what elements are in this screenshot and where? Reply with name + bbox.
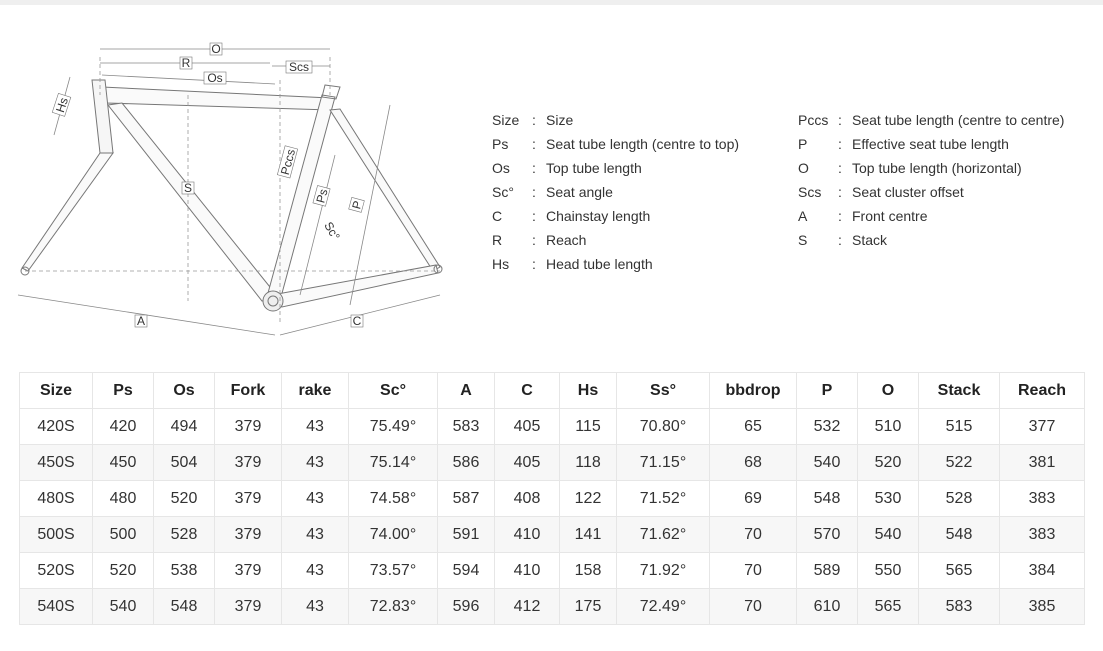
table-header-row xyxy=(20,373,1085,409)
legend-description: Seat angle xyxy=(546,184,613,200)
table-cell: 565 xyxy=(919,553,1000,589)
table-cell: 548 xyxy=(797,481,858,517)
table-cell: 43 xyxy=(282,409,349,445)
legend-code: S xyxy=(798,232,808,248)
legend-right xyxy=(798,108,1064,252)
legend-description: Chainstay length xyxy=(546,208,651,224)
legend-description: Top tube length xyxy=(546,160,642,176)
legend-description: Seat cluster offset xyxy=(852,184,964,200)
table-cell: 70 xyxy=(710,517,797,553)
label-C: C xyxy=(352,314,362,328)
legend-colon: : xyxy=(532,112,536,128)
table-cell: 610 xyxy=(797,589,858,625)
table-cell: 377 xyxy=(1000,409,1085,445)
table-cell: 530 xyxy=(858,481,919,517)
legend-code: A xyxy=(798,208,808,224)
table-row xyxy=(20,553,1085,589)
legend-item xyxy=(798,132,1064,156)
legend-colon: : xyxy=(532,208,536,224)
legend-description: Effective seat tube length xyxy=(852,136,1009,152)
label-R: R xyxy=(181,56,191,70)
legend-item xyxy=(798,228,1064,252)
table-cell: 528 xyxy=(154,517,215,553)
legend-code: Pccs xyxy=(798,112,829,128)
table-cell: 72.83° xyxy=(349,589,438,625)
table-cell: 548 xyxy=(919,517,1000,553)
table-cell: 71.62° xyxy=(617,517,710,553)
table-cell: 500S xyxy=(20,517,93,553)
table-cell: 122 xyxy=(560,481,617,517)
table-cell: 43 xyxy=(282,517,349,553)
label-Sc: Sc° xyxy=(321,219,343,243)
legend-description: Head tube length xyxy=(546,256,653,272)
label-Ps: Ps xyxy=(313,187,331,205)
table-cell: 379 xyxy=(215,445,282,481)
label-Hs: Hs xyxy=(53,95,71,115)
table-cell: 410 xyxy=(495,517,560,553)
table-cell: 74.58° xyxy=(349,481,438,517)
table-cell: 594 xyxy=(438,553,495,589)
legend-code: Os xyxy=(492,160,510,176)
table-cell: 420 xyxy=(93,409,154,445)
table-cell: 450 xyxy=(93,445,154,481)
table-cell: 75.49° xyxy=(349,409,438,445)
table-cell: 520 xyxy=(858,445,919,481)
legend-colon: : xyxy=(532,184,536,200)
legend-item xyxy=(492,204,739,228)
table-cell: 583 xyxy=(438,409,495,445)
table-cell: 379 xyxy=(215,409,282,445)
column-header: rake xyxy=(282,373,349,409)
table-cell: 43 xyxy=(282,553,349,589)
table-cell: 379 xyxy=(215,553,282,589)
legend-code: Sc° xyxy=(492,184,514,200)
table-cell: 379 xyxy=(215,589,282,625)
legend-item xyxy=(492,252,739,276)
legend-item xyxy=(798,180,1064,204)
table-cell: 510 xyxy=(858,409,919,445)
table-cell: 412 xyxy=(495,589,560,625)
table-cell: 69 xyxy=(710,481,797,517)
table-cell: 141 xyxy=(560,517,617,553)
legend-item xyxy=(798,204,1064,228)
column-header: Reach xyxy=(1000,373,1085,409)
legend-colon: : xyxy=(532,232,536,248)
legend-code: P xyxy=(798,136,808,152)
table-cell: 589 xyxy=(797,553,858,589)
table-row xyxy=(20,589,1085,625)
label-Scs: Scs xyxy=(288,60,310,74)
top-bar xyxy=(0,0,1103,5)
table-cell: 528 xyxy=(919,481,1000,517)
table-cell: 71.15° xyxy=(617,445,710,481)
table-cell: 381 xyxy=(1000,445,1085,481)
column-header: Ss° xyxy=(617,373,710,409)
table-cell: 538 xyxy=(154,553,215,589)
table-cell: 548 xyxy=(154,589,215,625)
legend-item xyxy=(492,132,739,156)
table-cell: 384 xyxy=(1000,553,1085,589)
table-cell: 405 xyxy=(495,445,560,481)
table-cell: 71.92° xyxy=(617,553,710,589)
legend-colon: : xyxy=(838,112,842,128)
table-cell: 520 xyxy=(93,553,154,589)
table-cell: 586 xyxy=(438,445,495,481)
legend-item xyxy=(798,108,1064,132)
table-row xyxy=(20,481,1085,517)
table-cell: 570 xyxy=(797,517,858,553)
table-cell: 405 xyxy=(495,409,560,445)
table-cell: 587 xyxy=(438,481,495,517)
legend-colon: : xyxy=(838,232,842,248)
table-cell: 596 xyxy=(438,589,495,625)
legend-code: Scs xyxy=(798,184,822,200)
label-A: A xyxy=(136,314,146,328)
table-cell: 379 xyxy=(215,481,282,517)
table-cell: 158 xyxy=(560,553,617,589)
table-cell: 408 xyxy=(495,481,560,517)
legend-left xyxy=(492,108,739,276)
table-cell: 75.14° xyxy=(349,445,438,481)
legend-item xyxy=(492,108,739,132)
table-cell: 522 xyxy=(919,445,1000,481)
table-cell: 450S xyxy=(20,445,93,481)
column-header: Size xyxy=(20,373,93,409)
column-header: Hs xyxy=(560,373,617,409)
legend-item xyxy=(798,156,1064,180)
legend-colon: : xyxy=(838,160,842,176)
label-Pccs: Pccs xyxy=(277,147,299,177)
table-cell: 43 xyxy=(282,481,349,517)
legend-colon: : xyxy=(532,136,536,152)
table-cell: 504 xyxy=(154,445,215,481)
column-header: Sc° xyxy=(349,373,438,409)
column-header: P xyxy=(797,373,858,409)
table-cell: 43 xyxy=(282,589,349,625)
label-S: S xyxy=(183,181,193,195)
table-cell: 383 xyxy=(1000,481,1085,517)
legend-code: O xyxy=(798,160,809,176)
table-cell: 65 xyxy=(710,409,797,445)
table-cell: 520 xyxy=(154,481,215,517)
label-Os: Os xyxy=(207,71,223,85)
legend-item xyxy=(492,156,739,180)
frame-geometry-diagram xyxy=(10,35,450,340)
column-header: C xyxy=(495,373,560,409)
table-cell: 583 xyxy=(919,589,1000,625)
table-row xyxy=(20,409,1085,445)
legend-colon: : xyxy=(838,136,842,152)
column-header: Fork xyxy=(215,373,282,409)
table-row xyxy=(20,445,1085,481)
table-body xyxy=(20,409,1085,625)
table-cell: 565 xyxy=(858,589,919,625)
table-cell: 68 xyxy=(710,445,797,481)
table-cell: 385 xyxy=(1000,589,1085,625)
table-cell: 115 xyxy=(560,409,617,445)
table-cell: 540 xyxy=(858,517,919,553)
legend-code: C xyxy=(492,208,503,224)
column-header: Stack xyxy=(919,373,1000,409)
column-header: A xyxy=(438,373,495,409)
legend-code: Ps xyxy=(492,136,509,152)
table-cell: 540S xyxy=(20,589,93,625)
table-cell: 70 xyxy=(710,589,797,625)
table-cell: 71.52° xyxy=(617,481,710,517)
legend-description: Front centre xyxy=(852,208,928,224)
table-cell: 72.49° xyxy=(617,589,710,625)
legend-description: Top tube length (horizontal) xyxy=(852,160,1022,176)
table-cell: 118 xyxy=(560,445,617,481)
table-cell: 480S xyxy=(20,481,93,517)
label-P: P xyxy=(349,199,365,211)
table-cell: 43 xyxy=(282,445,349,481)
table-cell: 379 xyxy=(215,517,282,553)
label-O: O xyxy=(211,42,221,56)
legend-colon: : xyxy=(838,184,842,200)
legend-code: Size xyxy=(492,112,520,128)
legend-colon: : xyxy=(532,160,536,176)
legend-description: Seat tube length (centre to top) xyxy=(546,136,740,152)
column-header: Os xyxy=(154,373,215,409)
legend-item xyxy=(492,228,739,252)
table-cell: 494 xyxy=(154,409,215,445)
table-cell: 550 xyxy=(858,553,919,589)
column-header: O xyxy=(858,373,919,409)
table-cell: 73.57° xyxy=(349,553,438,589)
table-cell: 175 xyxy=(560,589,617,625)
legend-description: Size xyxy=(546,112,574,128)
table-cell: 74.00° xyxy=(349,517,438,553)
column-header: Ps xyxy=(93,373,154,409)
legend-code: R xyxy=(492,232,503,248)
table-cell: 383 xyxy=(1000,517,1085,553)
table-cell: 520S xyxy=(20,553,93,589)
table-cell: 515 xyxy=(919,409,1000,445)
table-cell: 70 xyxy=(710,553,797,589)
legend-code: Hs xyxy=(492,256,510,272)
legend-description: Seat tube length (centre to centre) xyxy=(852,112,1065,128)
table-cell: 70.80° xyxy=(617,409,710,445)
table-cell: 500 xyxy=(93,517,154,553)
table-cell: 480 xyxy=(93,481,154,517)
legend-colon: : xyxy=(532,256,536,272)
column-header: bbdrop xyxy=(710,373,797,409)
table-cell: 532 xyxy=(797,409,858,445)
legend-colon: : xyxy=(838,208,842,224)
geometry-table xyxy=(19,372,1085,625)
legend-description: Stack xyxy=(852,232,888,248)
table-cell: 410 xyxy=(495,553,560,589)
table-cell: 420S xyxy=(20,409,93,445)
table-row xyxy=(20,517,1085,553)
legend-item xyxy=(492,180,739,204)
table-cell: 540 xyxy=(797,445,858,481)
legend-description: Reach xyxy=(546,232,587,248)
table-cell: 540 xyxy=(93,589,154,625)
table-cell: 591 xyxy=(438,517,495,553)
